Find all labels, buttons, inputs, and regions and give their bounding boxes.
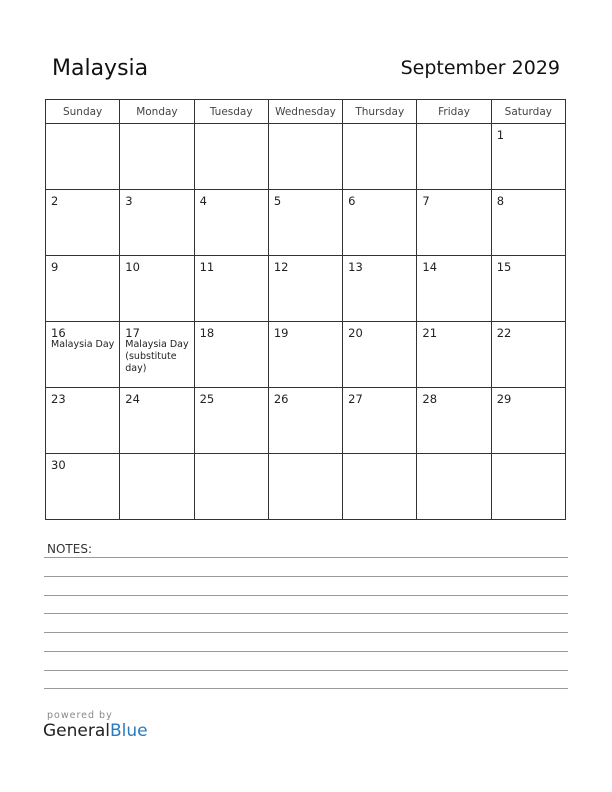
notes-label: NOTES: [47,542,92,556]
day-number: 2 [51,194,59,208]
day-cell [194,256,268,322]
notes-line [44,651,568,652]
brand-logo [43,721,148,741]
day-number: 26 [273,392,289,406]
day-number: 5 [273,194,282,208]
day-number: 30 [51,458,66,472]
day-cell [417,256,491,322]
day-cell [343,256,417,322]
week-row [46,322,566,388]
weekday-thursday: Thursday [343,100,417,124]
holiday-label: Malaysia Day [51,339,115,350]
day-number: 15 [496,260,512,274]
day-number: 21 [422,326,438,340]
day-cell [46,454,120,520]
holiday-label: Malaysia Day (substitute day) [125,339,189,374]
day-number: 19 [273,326,289,340]
day-number: 13 [348,260,363,274]
weekday-sunday: Sunday [46,100,120,124]
day-cell [46,388,120,454]
day-number: 9 [51,260,59,274]
weekday-wednesday: Wednesday [268,100,342,124]
day-number: 24 [125,392,140,406]
day-number: 12 [273,260,289,274]
weekday-tuesday: Tuesday [194,100,268,124]
day-cell [120,256,194,322]
notes-line [44,670,568,671]
week-row [46,124,566,190]
day-number: 16 [51,326,66,340]
day-cell [268,454,342,520]
day-cell [343,190,417,256]
notes-line [44,557,568,558]
day-number: 18 [199,326,215,340]
day-cell [491,124,565,190]
day-cell [194,454,268,520]
day-cell [268,190,342,256]
day-number: 25 [199,392,215,406]
notes-line [44,613,568,614]
weekday-saturday: Saturday [491,100,565,124]
day-cell [417,322,491,388]
powered-by-text: powered by [47,710,113,721]
day-number: 23 [51,392,66,406]
day-number: 14 [422,260,438,274]
day-number: 1 [496,128,505,142]
day-number: 7 [422,194,430,208]
week-row [46,454,566,520]
day-number: 20 [348,326,363,340]
brand-general: General [43,721,110,741]
day-number: 28 [422,392,438,406]
day-cell [46,190,120,256]
day-number: 10 [125,260,140,274]
day-cell [491,256,565,322]
notes-line [44,576,568,577]
day-cell [343,322,417,388]
day-cell [417,124,491,190]
calendar-grid [45,99,566,520]
day-cell [120,190,194,256]
day-number: 17 [125,326,140,340]
day-cell [194,322,268,388]
day-cell [194,124,268,190]
weekday-header-row [46,100,566,124]
day-number: 22 [496,326,512,340]
day-number: 6 [348,194,356,208]
week-row [46,256,566,322]
day-number: 3 [125,194,133,208]
day-cell [46,124,120,190]
notes-line [44,688,568,689]
day-cell [46,322,120,388]
day-number: 27 [348,392,363,406]
day-cell [491,190,565,256]
day-cell [417,454,491,520]
day-cell [491,454,565,520]
week-row [46,388,566,454]
day-number: 4 [199,194,207,208]
day-cell [417,388,491,454]
notes-line [44,632,568,633]
brand-blue: Blue [110,721,148,741]
day-cell [268,322,342,388]
day-cell [491,322,565,388]
day-cell [343,388,417,454]
day-cell [343,124,417,190]
day-cell [194,388,268,454]
day-cell [268,124,342,190]
month-year-title: September 2029 [400,57,560,79]
day-cell [268,388,342,454]
day-cell [120,124,194,190]
week-row [46,190,566,256]
weekday-friday: Friday [417,100,491,124]
day-cell [46,256,120,322]
country-title: Malaysia [52,56,149,81]
day-cell [268,256,342,322]
day-cell [343,454,417,520]
day-cell [417,190,491,256]
day-cell [120,322,194,388]
day-cell [120,454,194,520]
day-cell [194,190,268,256]
day-number: 29 [496,392,512,406]
day-number: 11 [199,260,215,274]
weekday-monday: Monday [120,100,194,124]
day-number: 8 [496,194,505,208]
day-cell [491,388,565,454]
day-cell [120,388,194,454]
notes-line [44,595,568,596]
